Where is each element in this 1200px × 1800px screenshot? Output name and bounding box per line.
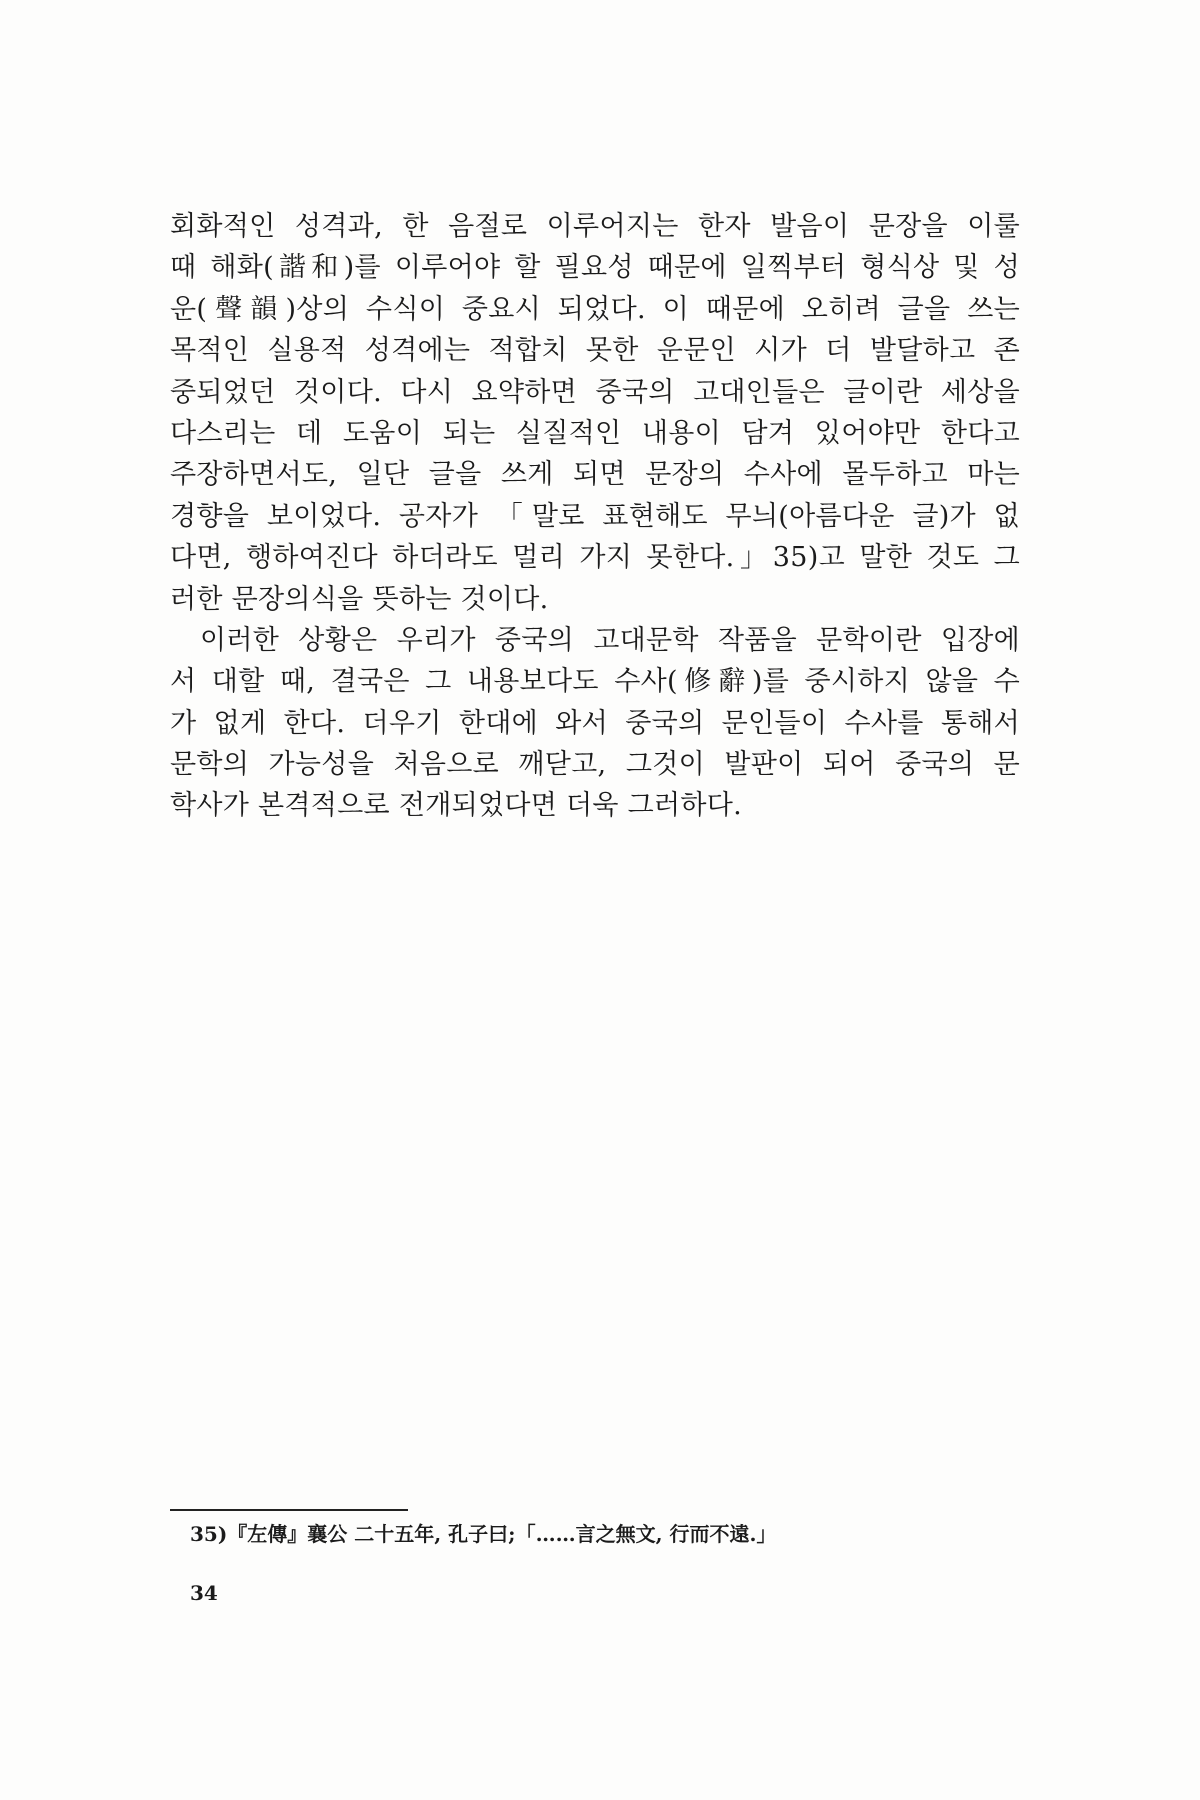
body-text bbox=[170, 206, 1020, 827]
text-line: 문학의 가능성을 처음으로 깨닫고, 그것이 발판이 되어 중국의 문 bbox=[170, 749, 1020, 781]
footnote-divider bbox=[170, 1509, 408, 1511]
text-line: 주장하면서도, 일단 글을 쓰게 되면 문장의 수사에 몰두하고 마는 bbox=[170, 459, 1020, 491]
text-line: 다면, 행하여진다 하더라도 멀리 가지 못한다.」35)고 말한 것도 그 bbox=[170, 542, 1020, 574]
text-line: 학사가 본격적으로 전개되었다면 더욱 그러하다. bbox=[170, 790, 743, 822]
text-line: 이러한 상황은 우리가 중국의 고대문학 작품을 문학이란 입장에 bbox=[200, 624, 1020, 656]
text-line: 서 대할 때, 결국은 그 내용보다도 수사(修辭)를 중시하지 않을 수 bbox=[170, 666, 1020, 698]
text-line: 다스리는 데 도움이 되는 실질적인 내용이 담겨 있어야만 한다고 bbox=[170, 417, 1020, 449]
footnote: 35)『左傳』襄公 二十五年, 孔子曰;「……言之無文, 行而不遠.」 bbox=[190, 1522, 777, 1546]
text-line: 목적인 실용적 성격에는 적합치 못한 운문인 시가 더 발달하고 존 bbox=[170, 335, 1020, 367]
text-line: 가 없게 한다. 더우기 한대에 와서 중국의 문인들이 수사를 통해서 bbox=[170, 707, 1020, 739]
text-line: 중되었던 것이다. 다시 요약하면 중국의 고대인들은 글이란 세상을 bbox=[170, 376, 1020, 408]
text-line: 러한 문장의식을 뜻하는 것이다. bbox=[170, 583, 549, 615]
paragraph-1 bbox=[170, 206, 1020, 620]
page-number: 34 bbox=[190, 1581, 218, 1605]
text-line: 운(聲韻)상의 수식이 중요시 되었다. 이 때문에 오히려 글을 쓰는 bbox=[170, 293, 1020, 325]
paragraph-2 bbox=[170, 620, 1020, 827]
text-line: 때 해화(諧和)를 이루어야 할 필요성 때문에 일찍부터 형식상 및 성 bbox=[170, 252, 1020, 284]
text-line: 회화적인 성격과, 한 음절로 이루어지는 한자 발음이 문장을 이룰 bbox=[170, 211, 1020, 242]
text-line: 경향을 보이었다. 공자가 「말로 표현해도 무늬(아름다운 글)가 없 bbox=[170, 500, 1020, 532]
